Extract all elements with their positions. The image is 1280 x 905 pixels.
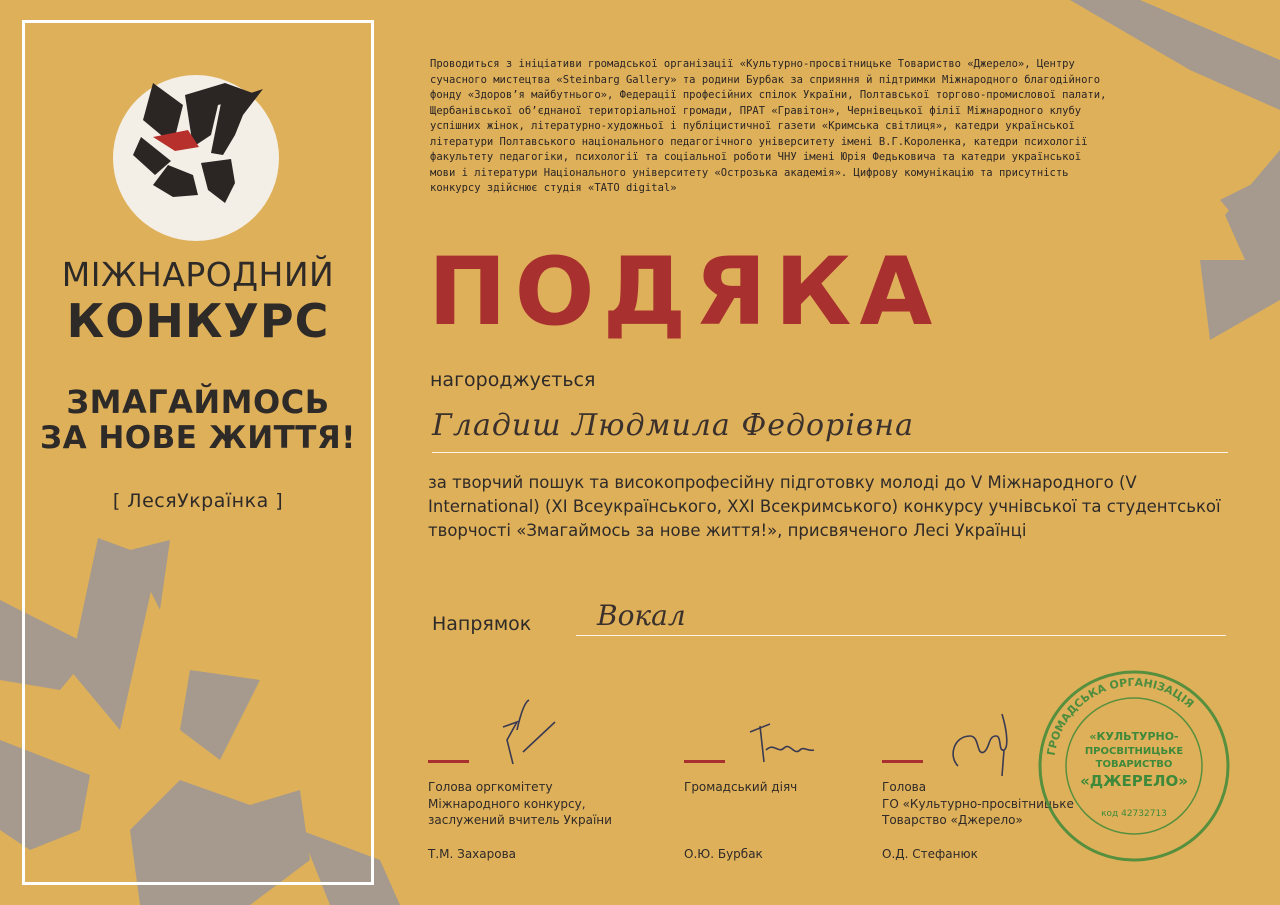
- organizers-intro: Проводиться з ініціативи громадської організації «Культурно-просвітницьке Товариство «Джерело», Центру сучасного мистецтва «Steinbarg Gallery» та родини Бурбак за сприяння й підтримки Міжнародного благодійного фонду «Здоров’я майбутнього», Федерації професійних спілок України, Полтавської торгово-промислової палати, Щербанівської об’єднаної територіальної громади, ПРАТ «Гравітон», Чернівецької філії Міжнародного клубу успішних жінок, літературно-художньої і публіцистичної газети «Кримська світлиця», катедри української літератури Полтавського національного педагогічного університету імені В.Г.Короленка, катедри психології факультету педагогіки, психології та соціальної роботи ЧНУ імені Юрія Федьковича та катедри української мови і літератури Національного університету «Острозька академія». Цифрову комунікацію та присутність конкурсу здійснює студія «TATO digital»: [430, 58, 1107, 194]
- stamp-code: код 42732713: [1101, 809, 1167, 819]
- recipient-name: Гладиш Людмила Федорівна: [432, 408, 914, 443]
- direction-underline: [576, 635, 1226, 636]
- signatory-3-role: Голова ГО «Культурно-просвітницьке Товарство «Джерело»: [882, 780, 1074, 827]
- stamp-line-1: «КУЛЬТУРНО-: [1089, 730, 1179, 743]
- contest-edition: [ ЛесяУкраїнка ]: [112, 490, 284, 512]
- signature-2: [742, 712, 822, 772]
- recipient-underline: [432, 452, 1228, 453]
- signature-dash-3: [882, 760, 923, 763]
- contest-title-line2: КОНКУРС: [66, 294, 330, 348]
- contest-motto-line2: ЗА НОВЕ ЖИТТЯ!: [40, 420, 356, 456]
- stamp-line-4: «ДЖЕРЕЛО»: [1080, 772, 1188, 790]
- award-reason: за творчий пошук та високопрофесійну підготовку молоді до V Міжнародного (V International) (XI Всеукраїнського, XXI Всекримського) конкурсу учнівської та студентської творчості «Змагаймось за нове життя!», присвяченого Лесі Українці: [428, 473, 1221, 540]
- flower-face-icon: [113, 75, 279, 241]
- certificate-title: ПОДЯКА: [428, 238, 941, 347]
- signature-dash-1: [428, 760, 469, 763]
- signatory-3-name: О.Д. Стефанюк: [882, 847, 978, 861]
- signature-3: [940, 706, 1020, 786]
- contest-title-line1: МІЖНАРОДНИЙ: [61, 255, 335, 294]
- organization-stamp: [1036, 668, 1232, 864]
- stamp-line-3: ТОВАРИСТВО: [1095, 759, 1173, 770]
- signatory-1-name: Т.М. Захарова: [428, 847, 517, 861]
- signature-1: [485, 692, 565, 772]
- direction-label: Напрямок: [432, 613, 532, 635]
- signatory-2-name: О.Ю. Бурбак: [684, 847, 763, 861]
- awarded-label: нагороджується: [430, 369, 596, 391]
- signature-dash-2: [684, 760, 725, 763]
- signatory-1-role: Голова оргкомітету Міжнародного конкурсу, заслужений вчитель України: [428, 780, 612, 827]
- signatory-2-role: Громадський діяч: [684, 780, 798, 794]
- stamp-outer-text: ГРОМАДСЬКА ОРГАНІЗАЦІЯ: [1044, 675, 1197, 757]
- stamp-line-2: ПРОСВІТНИЦЬКЕ: [1084, 746, 1184, 757]
- contest-motto-line1: ЗМАГАЙМОСЬ: [66, 383, 330, 421]
- svg-text:ГРОМАДСЬКА ОРГАНІЗАЦІЯ: [1045, 676, 1197, 757]
- direction-value: Вокал: [597, 599, 686, 632]
- contest-logo: [113, 75, 279, 241]
